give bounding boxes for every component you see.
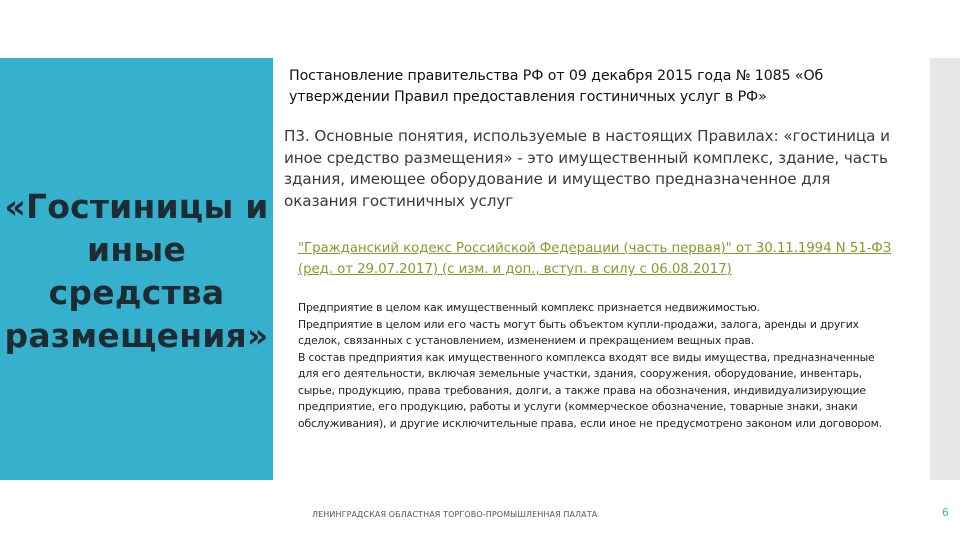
page-number: 6 (942, 507, 949, 519)
definition-text: П3. Основные понятия, используемые в настоящих Правилах: «гостиница и иное средство размещения» - это имущественный комплекс, здание, часть здания, имеющее оборудование и имущество предназначенное для оказания гостиничных услуг (284, 127, 890, 210)
body-paragraph: Предприятие в целом или его часть могут быть объектом купли-продажи, залога, аренды и других сделок, связанных с установлением, изменением и прекращением вещных прав. (298, 317, 859, 347)
footer-organization: ЛЕНИНГРАДСКАЯ ОБЛАСТНАЯ ТОРГОВО-ПРОМЫШЛЕННАЯ ПАЛАТА (312, 510, 598, 519)
body-paragraph: Предприятие в целом как имущественный комплекс признается недвижимостью. (298, 301, 760, 314)
title-panel (0, 58, 273, 480)
decree-header: Постановление правительства РФ от 09 декабря 2015 года № 1085 «Об утверждении Правил предоставления гостиничных услуг в РФ» (289, 68, 824, 105)
slide-title: «Гостиницы и иные средства размещения» (4, 187, 269, 355)
body-text (298, 300, 898, 432)
civil-code-link[interactable]: "Гражданский кодекс Российской Федерации (часть первая)" от 30.11.1994 N 51-ФЗ (ред. от 29.07.2017) (с изм. и доп., вступ. в силу с 06.08.2017) (298, 241, 892, 277)
body-paragraph: В состав предприятия как имущественного комплекса входят все виды имущества, предназначенные для его деятельности, включая земельные участки, здания, сооружения, оборудование, инвентарь, сырье, продукцию, права требования, долги, а также права на обозначения, индивидуализирующие предприятие, его продукцию, работы и услуги (коммерческое обозначение, товарные знаки, знаки обслуживания), и другие исключительные права, если иное не предусмотрено законом или договором. (298, 350, 882, 430)
side-strip (930, 58, 960, 480)
